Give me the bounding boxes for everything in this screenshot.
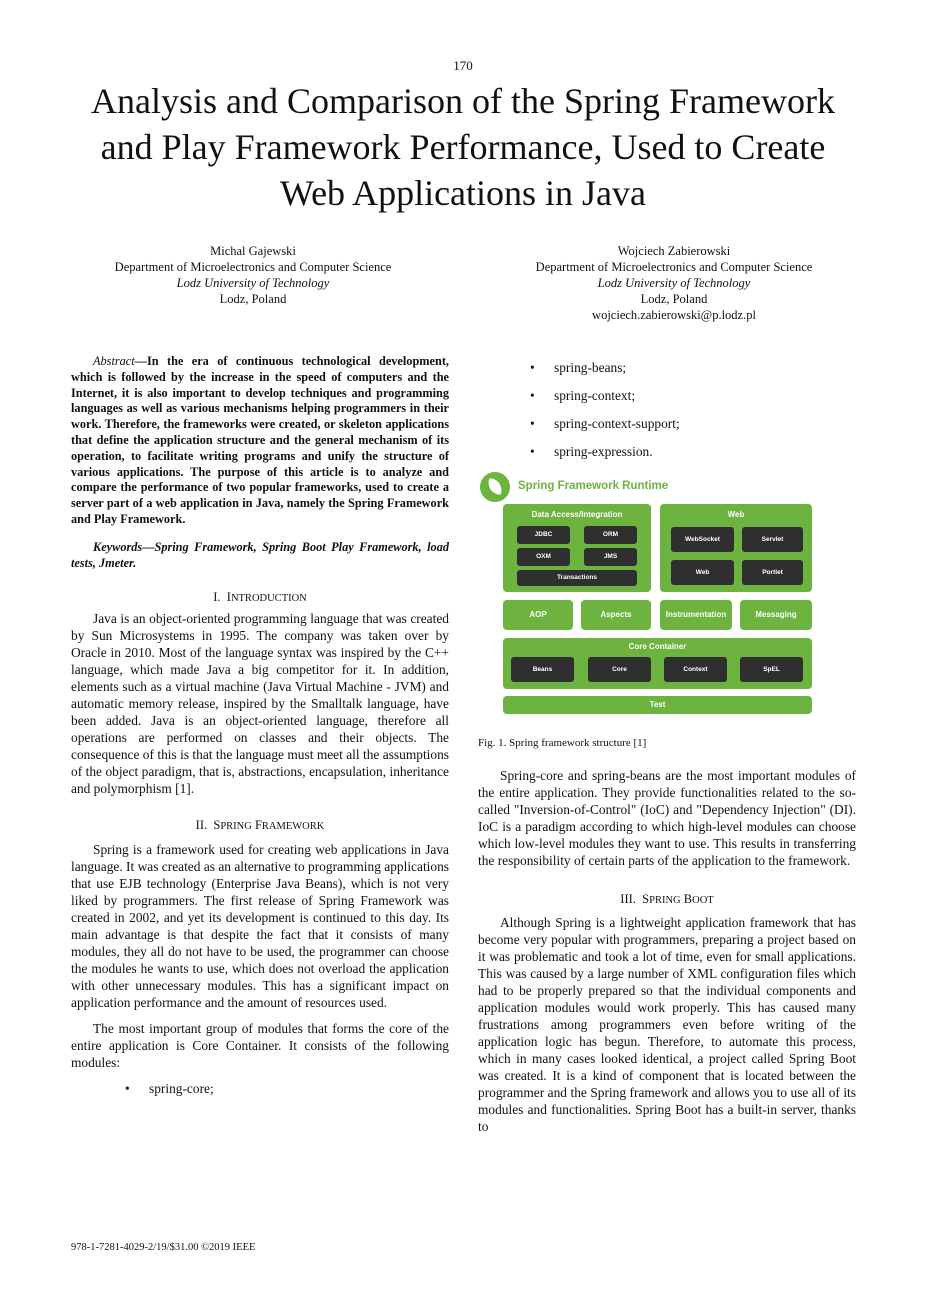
author-location: Lodz, Poland [640, 292, 708, 306]
paragraph-spring-1: Spring is a framework used for creating web applications in Java language. It was created as an alternative to programming applications that use EJB technology (Enterprise Java Beans), which is not very liked by programmers. The first release of Spring Framework was created in 2002, and yet its development is continued to this day. Its main advantage is that despite the fact that it consists of many modules, they all do not have to be used, the programmer can choose the modules he wants to use, which does not overload the application with other unnecessary modules. This has a significant impact on application performance and the amount of resources used. [71, 842, 449, 1011]
title-line: Web Applications in Java [279, 173, 647, 213]
data-access-box [503, 504, 651, 592]
module-box: Transactions [517, 570, 637, 586]
core-container-label: Core Container [628, 642, 687, 651]
data-access-label: Data Access/Integration [531, 510, 623, 519]
figure-title: Spring Framework Runtime [518, 480, 669, 492]
figure-caption: Fig. 1. Spring framework structure [1] [478, 737, 647, 749]
module-box: ORM [584, 526, 637, 544]
author-block-1 [63, 243, 443, 307]
left-column [71, 354, 449, 1097]
title-line: Analysis and Comparison of the Spring Framework [91, 81, 835, 121]
spring-leaf-icon [480, 472, 510, 502]
module-box: Web [671, 560, 734, 585]
paragraph-intro: Java is an object-oriented programming language that was created by Sun Microsystems in 1995. The company was taken over by Oracle in 2010. Most of the language syntax was inspired by the C++ language, which made Java a big competitor for it. In addition, elements such as a virtual machine (Java Virtual Machine - JVM) and automatic memory release, inspired by the Smalltalk language, have been added. Java is an object-oriented language, therefore all operations are performed on classes and their objects. The consequence of this is that the language must meet all the assumptions of the object paradigm, that is, abstractions, encapsulation, inheritance and polymorphism [1]. [71, 611, 449, 797]
web-box [660, 504, 812, 592]
author-dept: Department of Microelectronics and Computer Science [114, 260, 392, 274]
middle-module-box: Instrumentation [660, 600, 732, 630]
middle-module-box: AOP [503, 600, 573, 630]
author-block-2 [484, 243, 864, 323]
bullet-list-left [125, 1080, 449, 1097]
spring-runtime-figure [478, 467, 862, 719]
web-label: Web [727, 510, 745, 519]
test-box: Test [503, 696, 812, 714]
paragraph-boot: Although Spring is a lightweight application framework that has become very popular with programmers, preparing a project based on it was problematic and took a lot of time, even for small applications. This was caused by a large number of XML configuration files which had to be properly prepared so that the individual components and application modules would work properly. This has caused many frustrations among programmers even before writing of the application logic has begun. Therefore, to automate this process, which in many cases looked identical, a project called Spring Boot was created. It is a kind of component that is located between the programmer and the Spring framework and allows you to use all of its modules and functionalities. Spring Boot has a built-in server, thanks to [478, 915, 856, 1134]
core-container-box [503, 638, 812, 689]
module-box: Beans [511, 657, 574, 682]
module-box: Core [588, 657, 651, 682]
module-box: Portlet [742, 560, 803, 585]
author-university: Lodz University of Technology [597, 276, 751, 290]
module-box: Servlet [742, 527, 803, 552]
list-item: • spring-beans; [530, 354, 830, 382]
module-box: Context [664, 657, 727, 682]
page-number: 170 [453, 58, 473, 73]
author-email: wojciech.zabierowski@p.lodz.pl [592, 308, 756, 322]
list-item: • spring-expression. [530, 438, 830, 466]
author-dept: Department of Microelectronics and Computer Science [535, 260, 813, 274]
author-name: Wojciech Zabierowski [617, 244, 731, 258]
section-heading-boot: III. SPRING BOOT [620, 892, 714, 906]
copyright-footer: 978-1-7281-4029-2/19/$31.00 ©2019 IEEE [71, 1242, 256, 1253]
abstract-label: Abstract [93, 354, 135, 368]
paragraph-spring-2: The most important group of modules that forms the core of the entire application is Core Container. It consists of the following modules: [71, 1021, 449, 1071]
paragraph-right-1: Spring-core and spring-beans are the most important modules of the entire application. They provide functionalities related to the so-called "Inversion-of-Control" (IoC) and "Dependency Injection" (DI). IoC is a paradigm according to which high-level modules can choose which low-level modules they want to use. This results in transferring the responsibility of certain parts of the application to the framework. [478, 768, 856, 868]
paper-title [40, 78, 886, 216]
middle-module-box: Aspects [581, 600, 651, 630]
module-box: WebSocket [671, 527, 734, 552]
figure-header [480, 470, 860, 500]
list-item: • spring-context-support; [530, 410, 830, 438]
module-box: JDBC [517, 526, 570, 544]
bullet-list-right [530, 354, 830, 466]
module-box: OXM [517, 548, 570, 566]
module-box: JMS [584, 548, 637, 566]
abstract [71, 354, 449, 528]
abstract-text: —In the era of continuous technological development, which is followed by the increase in the speed of computers and the Internet, it is also important to develop techniques and programming languages as well as various mechanisms helping programmers in their work. Therefore, the frameworks were created, or skeleton applications that define the application structure and the general mechanism of its operation, to facilitate writing programs and unify the structure of various applications. The purpose of this article is to analyze and compare the performance of two popular frameworks, used to create a server part of a web application in Java, namely the Spring Framework and Play Framework. [71, 354, 449, 526]
right-column [478, 767, 856, 1135]
author-location: Lodz, Poland [219, 292, 287, 306]
author-university: Lodz University of Technology [176, 276, 330, 290]
title-line: and Play Framework Performance, Used to Create [100, 127, 826, 167]
author-name: Michal Gajewski [210, 244, 296, 258]
section-heading-intro: I. INTRODUCTION [213, 590, 307, 605]
section-heading-spring: II. SPRING FRAMEWORK [195, 818, 325, 833]
module-box: SpEL [740, 657, 803, 682]
middle-module-box: Messaging [740, 600, 812, 630]
list-item: • spring-context; [530, 382, 830, 410]
list-item: • spring-core; [125, 1080, 449, 1097]
keywords: Keywords—Spring Framework, Spring Boot Play Framework, load tests, Jmeter. [71, 539, 449, 570]
